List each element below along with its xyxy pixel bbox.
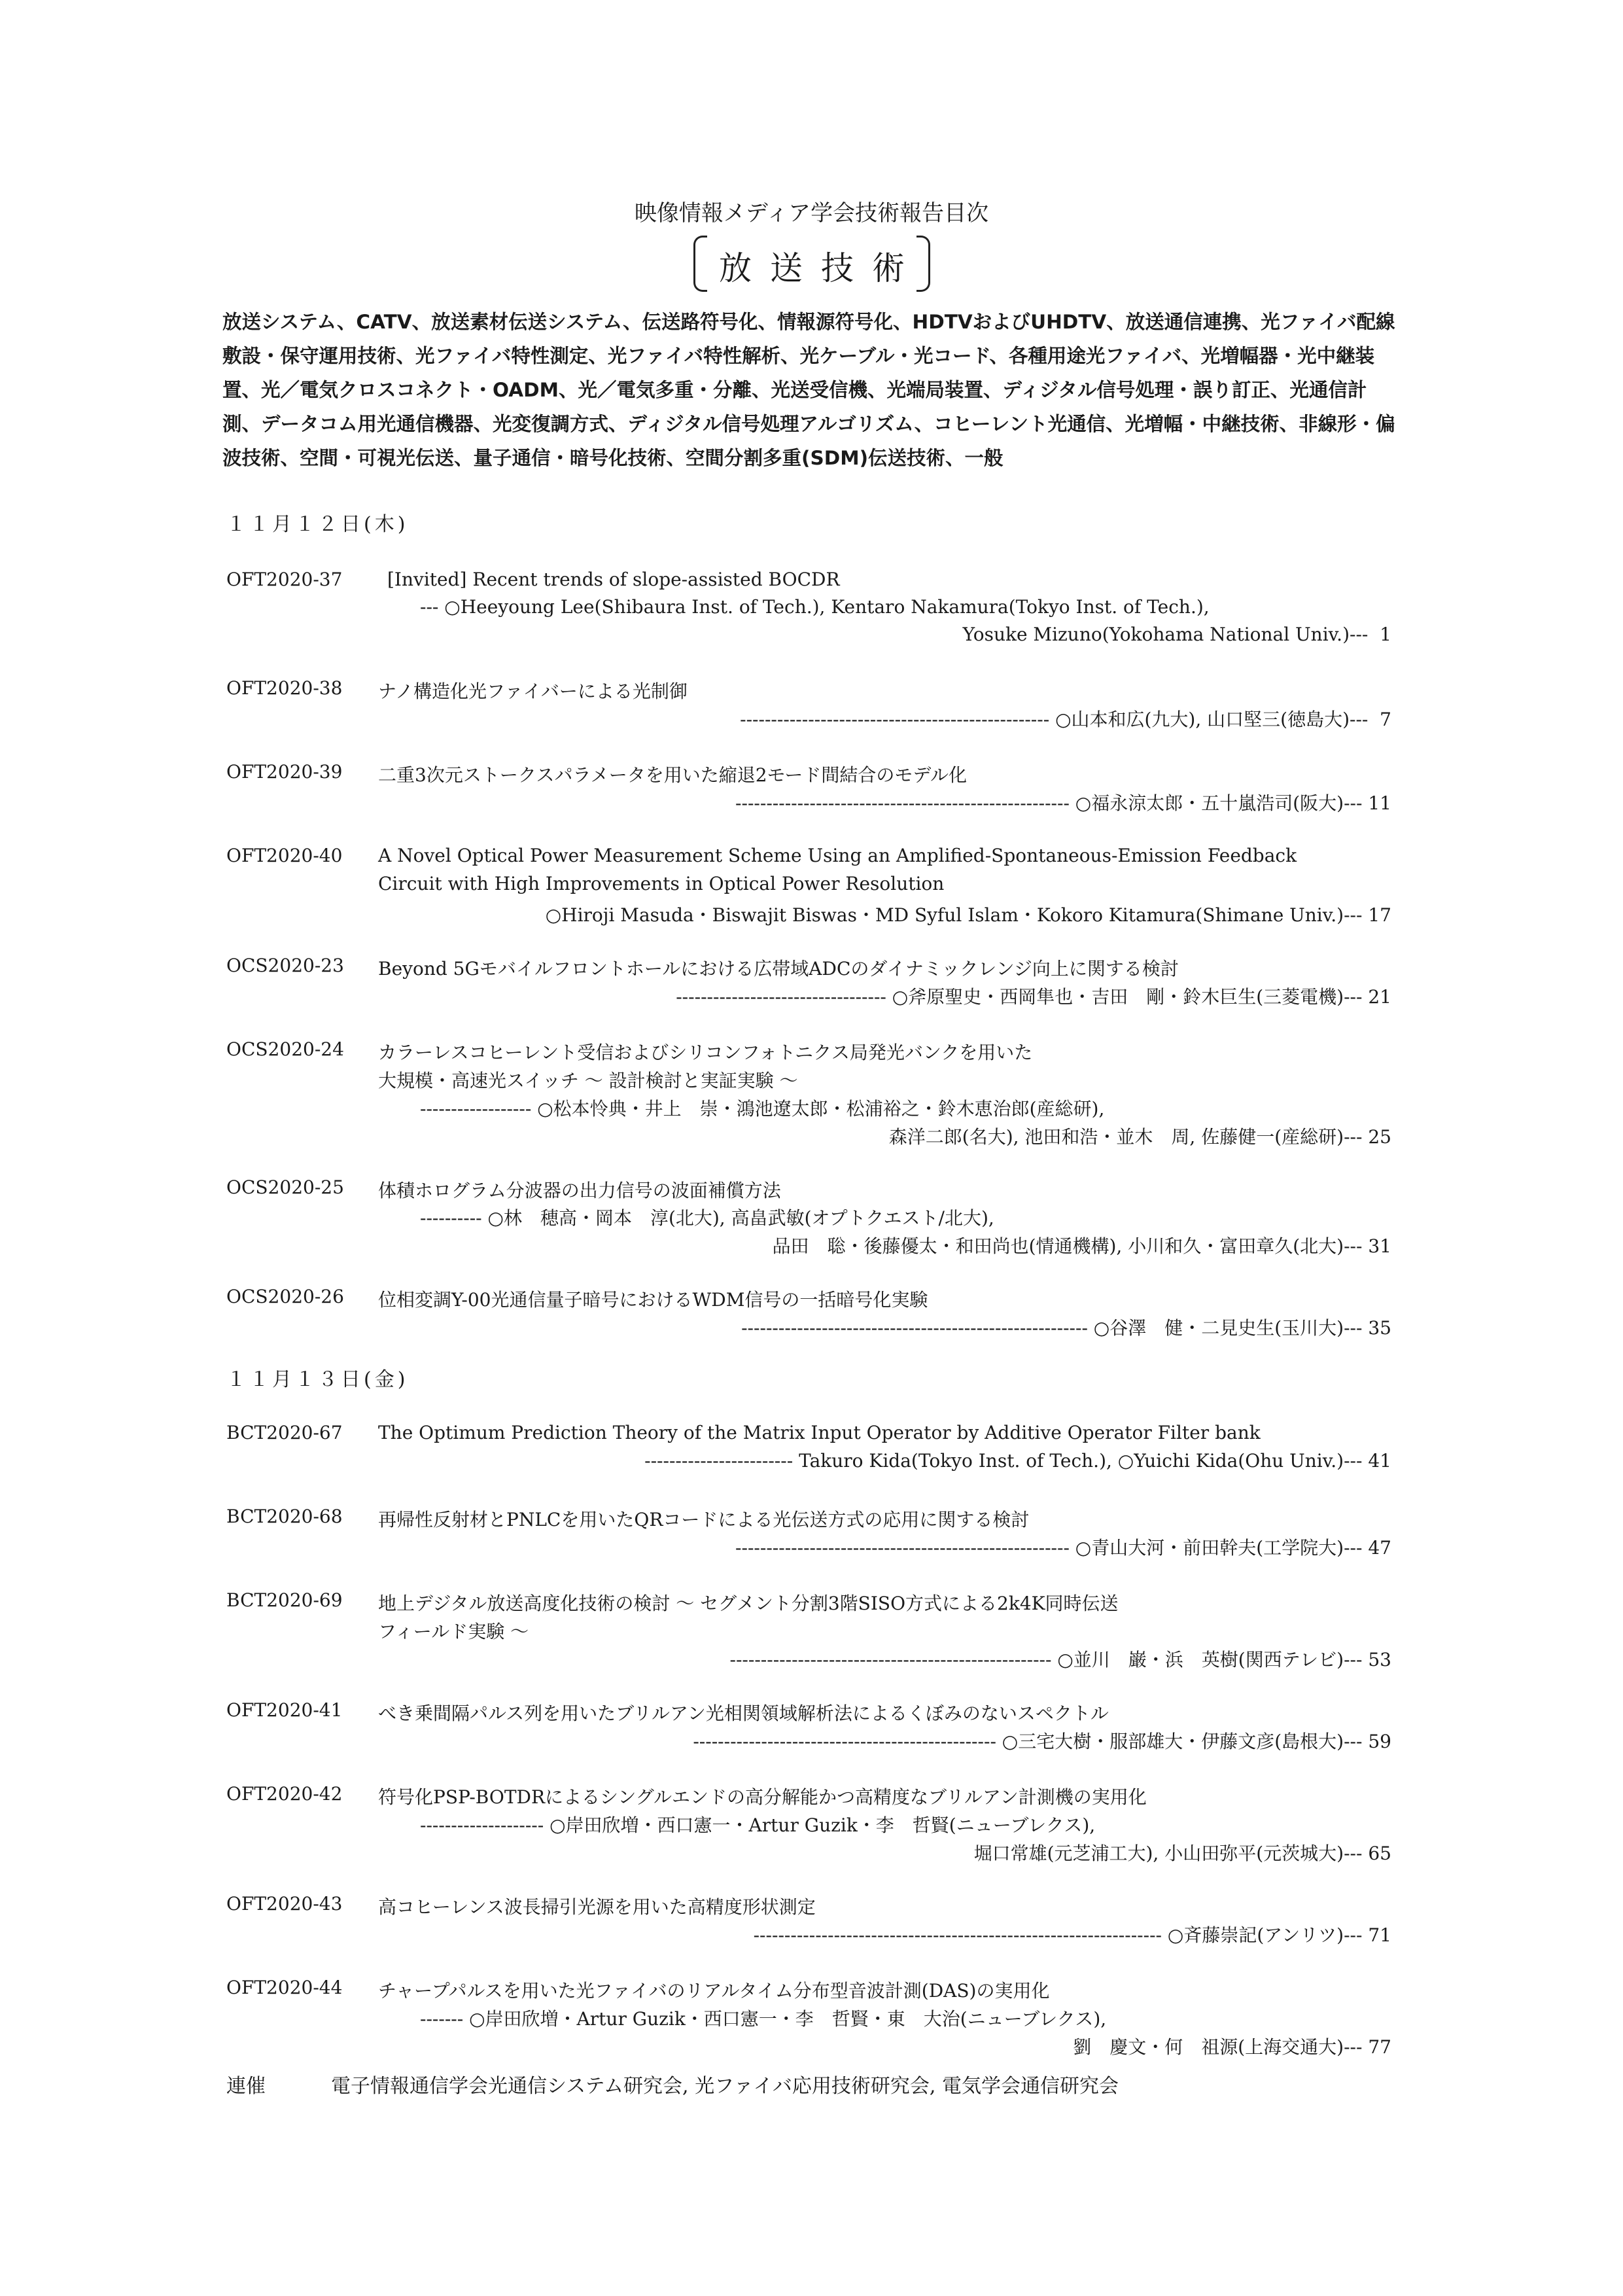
entry-title: 高コヒーレンス波長掃引光源を用いた高精度形状測定 [378,1896,816,1918]
keyword-list: 放送システム、CATV、放送素材伝送システム、伝送路符号化、情報源符号化、HDTVおよびUHDTV、放送通信連携、光ファイバ配線敷設・保守運用技術、光ファイバ特性測定、光ファイバ特性解析、光ケーブル・光コード、各種用途光ファイバ、光増幅器・光中継装置、光／電気クロスコネクト・OADM、光／電気多重・分離、光送受信機、光端局装置、ディジタル信号処理・誤り訂正、光通信計測、データコム用光通信機器、光変復調方式、ディジタル信号処理アルゴリズム、コヒーレント光通信、光増幅・中継技術、非線形・偏波技術、空間・可視光伝送、量子通信・暗号化技術、空間分割多重(SDM)伝送技術、一般 [222,311,1395,469]
entry-id: OFT2020-44 [226,1977,343,1998]
entry-title: ナノ構造化光ファイバーによる光制御 [378,680,688,702]
entry-authors: 品田 聡・後藤優太・和田尚也(情通機構), 小川和久・富田章久(北大)--- 31 [772,1235,1391,1257]
entry-title: カラーレスコヒーレント受信およびシリコンフォトニクス局発光バンクを用いた [378,1042,1033,1063]
entry-authors: ---------------------------------------------------- ○並川 巌・浜 英樹(関西テレビ)--- 53 [729,1649,1391,1670]
entry-authors: ---------- ○林 穂高・岡本 淳(北大), 高畠武敏(オプトクエスト/北大), [420,1207,994,1229]
entry-authors: ------------------ ○松本怜典・井上 崇・鴻池遼太郎・松浦裕之・鈴木恵治郎(産総研), [420,1098,1105,1120]
entry-authors: -------------------------------------------------------- ○谷澤 健・二見史生(玉川大)--- 35 [741,1317,1391,1339]
entry-id: OFT2020-37 [226,569,343,590]
entry-id: OFT2020-43 [226,1893,343,1915]
entry-authors: ------- ○岸田欣増・Artur Guzik・西口憲一・李 哲賢・東 大治(ニューブレクス), [420,2008,1107,2030]
entry-authors: ------------------------------------------------- ○三宅大樹・服部雄大・伊藤文彦(島根大)--- 59 [693,1731,1391,1752]
entry-authors: ------------------------------------------------------ ○青山大河・前田幹夫(工学院大)--- 47 [735,1537,1391,1559]
entry-title: 符号化PSP-BOTDRによるシングルエンドの高分解能かつ高精度なブリルアン計測機の実用化 [378,1786,1147,1808]
entry-id: OCS2020-23 [226,955,344,976]
entry-title: Circuit with High Improvements in Optical Power Resolution [378,873,945,894]
category-label: 放送技術 [719,249,923,287]
entry-authors: Yosuke Mizuno(Yokohama National Univ.)--- 1 [962,624,1391,645]
entry-title: [Invited] Recent trends of slope-assisted BOCDR [387,569,840,590]
entry-title: フィールド実験 〜 [378,1621,529,1642]
entry-title: Beyond 5Gモバイルフロントホールにおける広帯域ADCのダイナミックレンジ向上に関する検討 [378,958,1179,980]
entry-authors: ○Hiroji Masuda・Biswajit Biswas・MD Syful Islam・Kokoro Kitamura(Shimane Univ.)--- 17 [545,904,1391,926]
entry-title: 地上デジタル放送高度化技術の検討 〜 セグメント分割3階SISO方式による2k4K同時伝送 [378,1593,1119,1614]
entry-id: OFT2020-38 [226,677,343,699]
entry-authors: 堀口常雄(元芝浦工大), 小山田弥平(元茨城大)--- 65 [973,1843,1391,1864]
entry-title: 再帰性反射材とPNLCを用いたQRコードによる光伝送方式の応用に関する検討 [378,1509,1030,1530]
co-sponsor-label: 連催 [226,2075,266,2098]
entry-authors: ------------------------ Takuro Kida(Tokyo Inst. of Tech.), ○Yuichi Kida(Ohu Univ.)--- 41 [644,1450,1391,1472]
entry-authors: --- ○Heeyoung Lee(Shibaura Inst. of Tech.), Kentaro Nakamura(Tokyo Inst. of Tech.), [420,596,1210,618]
entry-id: OFT2020-39 [226,761,343,783]
entry-id: OFT2020-40 [226,845,343,866]
entry-id: OFT2020-42 [226,1783,343,1805]
entry-id: OCS2020-24 [226,1038,344,1060]
entry-title: 大規模・高速光スイッチ 〜 設計検討と実証実験 〜 [378,1070,798,1091]
entry-title: A Novel Optical Power Measurement Scheme Using an Amplified-Spontaneous-Emission Feedback [378,845,1297,866]
entry-id: OCS2020-25 [226,1176,344,1198]
entry-id: BCT2020-68 [226,1506,343,1527]
entry-title: The Optimum Prediction Theory of the Matrix Input Operator by Additive Operator Filter bank [378,1422,1261,1443]
entry-id: OFT2020-41 [226,1699,343,1721]
entry-authors: 劉 慶文・何 祖源(上海交通大)--- 77 [1073,2036,1391,2058]
date-heading: １１月１３日(金) [226,1368,409,1391]
entry-title: チャープパルスを用いた光ファイバのリアルタイム分布型音波計測(DAS)の実用化 [378,1980,1050,2002]
date-heading: １１月１２日(木) [226,513,409,536]
entry-id: BCT2020-67 [226,1422,343,1443]
entry-id: BCT2020-69 [226,1589,343,1611]
entry-authors: ---------------------------------- ○斧原聖史・西岡隼也・吉田 剛・鈴木巨生(三菱電機)--- 21 [676,986,1391,1008]
entry-authors: -------------------------------------------------- ○山本和広(九大), 山口堅三(徳島大)--- 7 [740,709,1391,730]
entry-title: 二重3次元ストークスパラメータを用いた縮退2モード間結合のモデル化 [378,764,967,786]
co-sponsor-note [226,2070,1119,2098]
entry-title: 位相変調Y-00光通信量子暗号におけるWDM信号の一括暗号化実験 [378,1289,928,1311]
entry-authors: ------------------------------------------------------ ○福永涼太郎・五十嵐浩司(阪大)--- 11 [735,792,1391,814]
entry-id: OCS2020-26 [226,1286,344,1307]
entry-title: 体積ホログラム分波器の出力信号の波面補償方法 [378,1180,781,1201]
entry-authors: 森洋二郎(名大), 池田和浩・並木 周, 佐藤健一(産総研)--- 25 [888,1126,1391,1148]
entry-title: べき乗間隔パルス列を用いたブリルアン光相関領域解析法によるくぼみのないスペクトル [378,1703,1109,1724]
entry-authors: -------------------- ○岸田欣増・西口憲一・Artur Guzik・李 哲賢(ニューブレクス), [420,1814,1096,1836]
journal-title: 映像情報メディア学会技術報告目次 [634,200,989,226]
co-sponsor-text: 電子情報通信学会光通信システム研究会, 光ファイバ応用技術研究会, 電気学会通信研究会 [331,2075,1119,2098]
entry-authors: ------------------------------------------------------------------ ○斉藤崇記(アンリツ)--- 71 [753,1924,1391,1946]
